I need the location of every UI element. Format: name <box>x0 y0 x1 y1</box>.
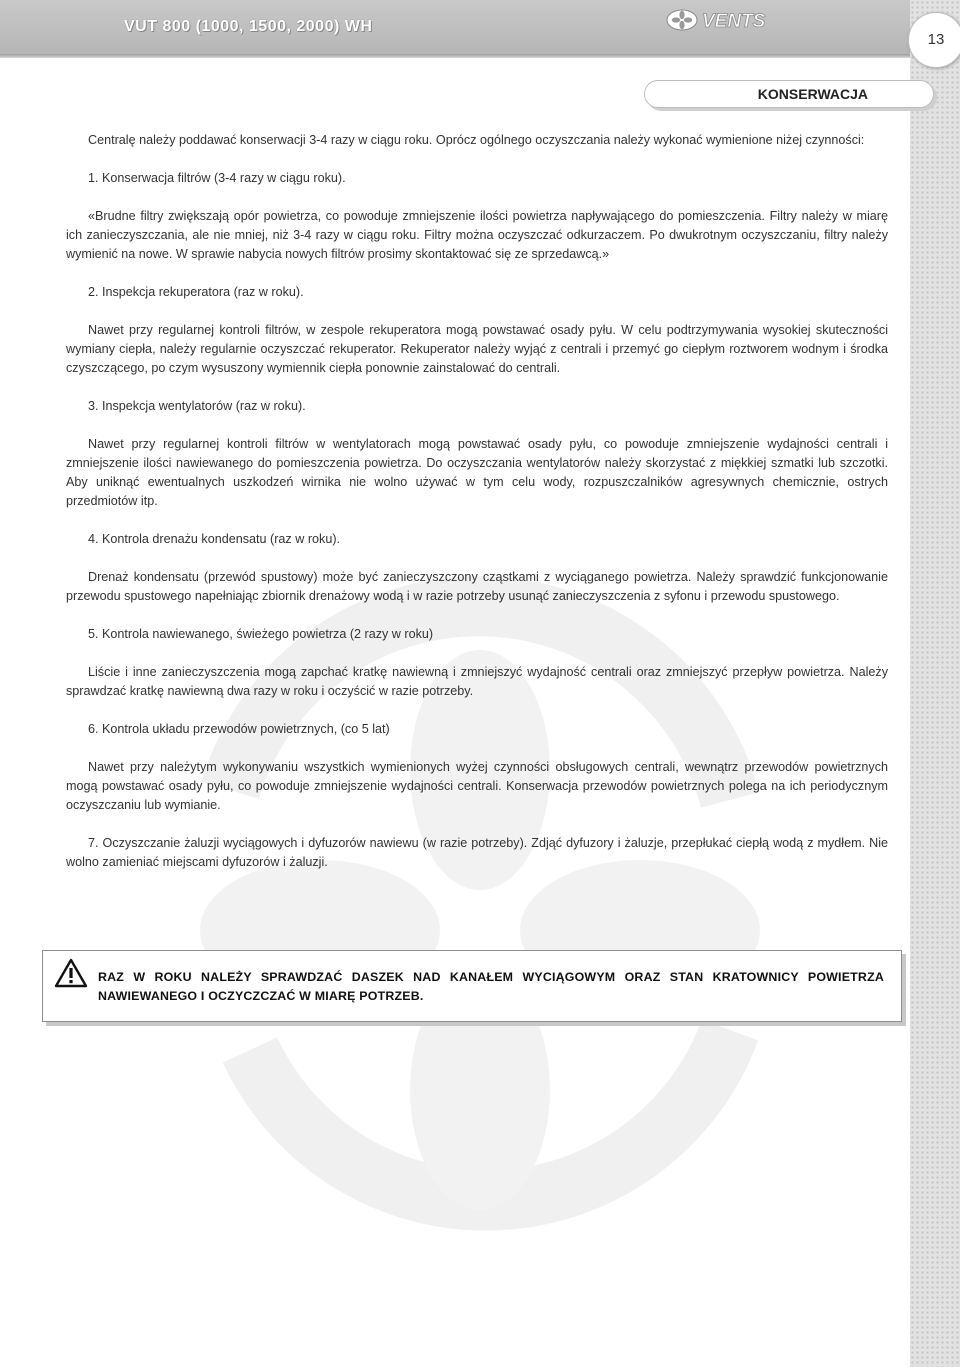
intro-paragraph: Centralę należy poddawać konserwacji 3-4 razy w ciągu roku. Oprócz ogólnego oczyszczania należy wykonać wymienione niżej czynności: <box>88 133 865 147</box>
page-number: 13 <box>908 12 960 68</box>
item7-text: 7. Oczyszczanie żaluzji wyciągowych i dyfuzorów nawiewu (w razie potrzeby). Zdjąć dyfuzory i żaluzje, przepłukać ciepłą wodą z mydłem. Nie wolno zamieniać miejscami dyfuzorów i żaluzji. <box>66 836 888 869</box>
maintenance-content <box>66 131 888 872</box>
warning-text <box>98 968 884 1006</box>
svg-text:VENTS: VENTS <box>702 11 766 32</box>
item2-title: 2. Inspekcja rekuperatora (raz w roku). <box>88 285 304 299</box>
item4-title: 4. Kontrola drenażu kondensatu (raz w roku). <box>88 532 341 546</box>
item6-title: 6. Kontrola układu przewodów powietrznych, (co 5 lat) <box>88 722 390 736</box>
item6-text: Nawet przy należytym wykonywaniu wszystkich wymienionych wyżej czynności obsługowych centrali, wewnątrz przewodów powietrznych mogą powstawać osady pyłu, co powoduje zmniejszenie wydajności centrali. Konserwacja przewodów powietrznych polega na ich periodycznym oczyszczaniu lub wymianie. <box>66 760 888 812</box>
item4-text: Drenaż kondensatu (przewód spustowy) może być zanieczyszczony cząstkami z wyciąganego powietrza. Należy sprawdzić funkcjonowanie przewodu spustowego napełniając zbiornik drenażowy wodą i w razie potrzeby usunąć zanieczyszczenia z syfonu i przewodu spustowego. <box>66 570 888 603</box>
vents-logo <box>666 8 816 32</box>
side-strip <box>910 0 960 1367</box>
item1-title: 1. Konserwacja filtrów (3-4 razy w ciągu roku). <box>88 171 346 185</box>
item2-text: Nawet przy regularnej kontroli filtrów, w zespole rekuperatora mogą powstawać osady pyłu. W celu podtrzymywania wysokiej skuteczności wymiany ciepła, należy regularnie oczyszczać rekuperator. Rekuperator należy wyjąć z centrali i przemyć go ciepłym roztworem wodnym i środka czyszczącego, po czym wysuszony wymiennik ciepła ponownie zainstalować do centrali. <box>66 323 888 375</box>
product-title: VUT 800 (1000, 1500, 2000) WH <box>124 18 373 35</box>
item3-title: 3. Inspekcja wentylatorów (raz w roku). <box>88 399 306 413</box>
warning-line-1: RAZ W ROKU NALEŻY SPRAWDZAĆ DASZEK NAD KANAŁEM WYCIĄGOWYM ORAZ STAN KRATOWNICY POWIETRZA <box>98 970 884 984</box>
item1-text: «Brudne filtry zwiększają opór powietrza, co powoduje zmniejszenie ilości powietrza napływającego do pomieszczenia. Filtry należy w miarę ich zanieczyszczania, ale nie mniej, niż 3-4 razy w ciągu roku. Filtry można oczyszczać odkurzaczem. Po dwukrotnym oczyszczaniu, filtry należy wymienić na nowe. W sprawie nabycia nowych filtrów prosimy skontaktować się ze sprzedawcą.» <box>66 209 888 261</box>
section-title: KONSERWACJA <box>757 86 868 102</box>
item3-text: Nawet przy regularnej kontroli filtrów w wentylatorach mogą powstawać osady pyłu, co powoduje zmniejszenie wydajności centrali i zmniejszenie ilości nawiewanego do pomieszczenia powietrza. Do oczyszczania wentylatorów należy skorzystać z miękkiej szmatki lub szczotki. Aby uniknąć ewentualnych uszkodzeń wirnika nie wolno używać w tym celu wody, rozpuszczalników agresywnych chemicznie, ostrych przedmiotów itp. <box>66 437 888 508</box>
item5-title: 5. Kontrola nawiewanego, świeżego powietrza (2 razy w roku) <box>88 627 434 641</box>
warning-triangle-icon <box>54 958 88 988</box>
warning-line-2: NAWIEWANEGO I OCZYCZCZAĆ W MIARĘ POTRZEB. <box>98 989 424 1003</box>
item5-text: Liście i inne zanieczyszczenia mogą zapchać kratkę nawiewną i zmniejszyć wydajność centrali oraz zmniejszyć przepływ powietrza. Należy sprawdzać kratkę nawiewną dwa razy w roku i oczyścić w razie potrzeby. <box>66 665 888 698</box>
